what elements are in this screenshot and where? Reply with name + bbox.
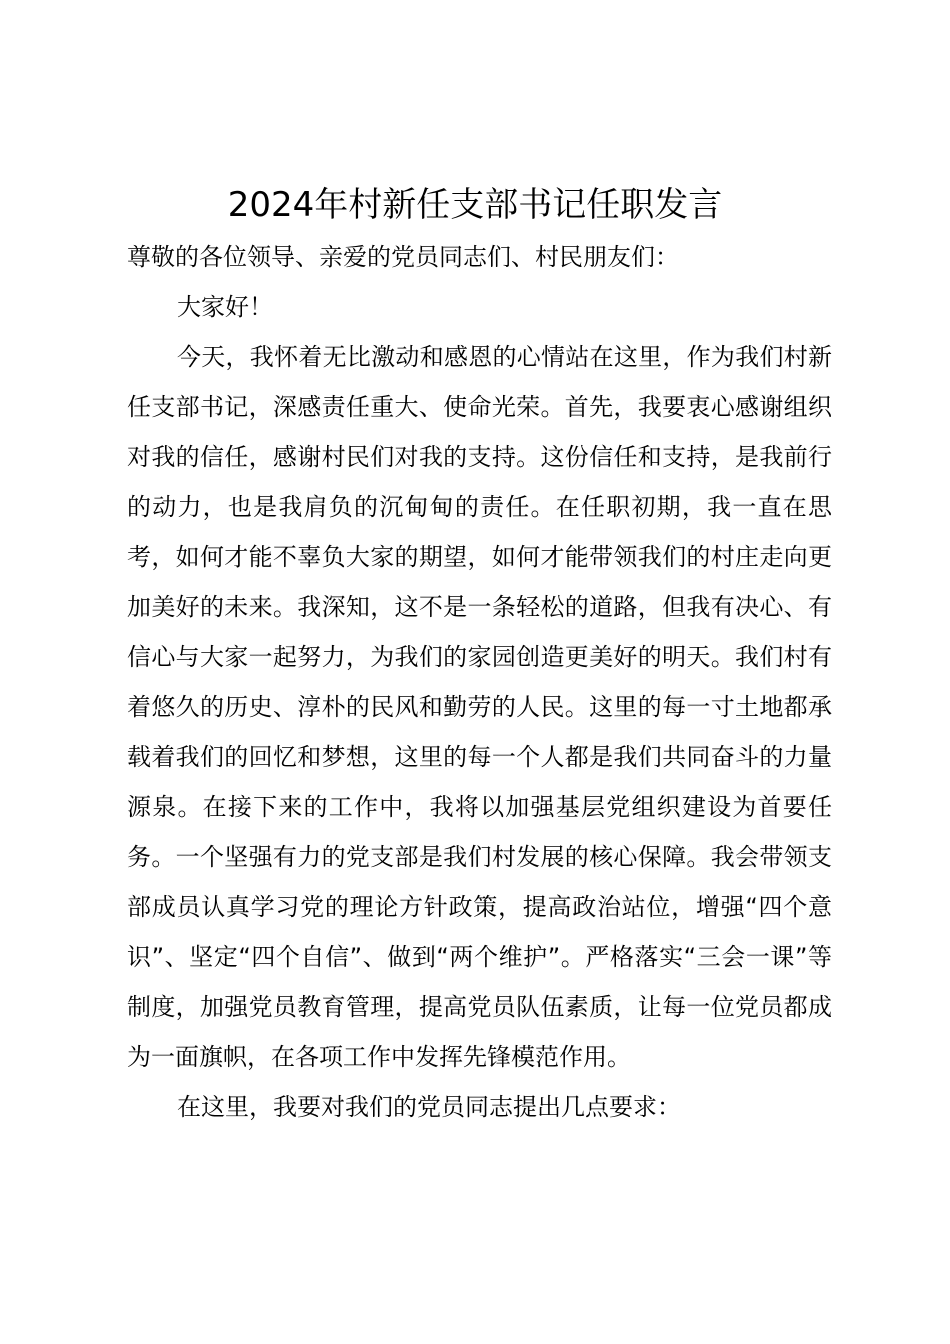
paragraph-main: 今天，我怀着无比激动和感恩的心情站在这里，作为我们村新任支部书记，深感责任重大、使命光荣。首先，我要衷心感谢组织对我的信任，感谢村民们对我的支持。这份信任和支持，是我前行的动力，也是我肩负的沉甸甸的责任。在任职初期，我一直在思考，如何才能不辜负大家的期望，如何才能带领我们的村庄走向更加美好的未来。我深知，这不是一条轻松的道路，但我有决心、有信心与大家一起努力，为我们的家园创造更美好的明天。我们村有着悠久的历史、淳朴的民风和勤劳的人民。这里的每一寸土地都承载着我们的回忆和梦想，这里的每一个人都是我们共同奋斗的力量源泉。在接下来的工作中，我将以加强基层党组织建设为首要任务。一个坚强有力的党支部是我们村发展的核心保障。我会带领支部成员认真学习党的理论方针政策，提高政治站位，增强“四个意识”、坚定“四个自信”、做到“两个维护”。严格落实“三会一课”等制度，加强党员教育管理，提高党员队伍素质，让每一位党员都成为一面旗帜，在各项工作中发挥先锋模范作用。 [127, 343, 832, 1071]
paragraph-last: 在这里，我要对我们的党员同志提出几点要求： [177, 1093, 681, 1121]
salutation: 尊敬的各位领导、亲爱的党员同志们、村民朋友们： [127, 243, 679, 271]
document-body [127, 232, 832, 1132]
greeting: 大家好！ [177, 293, 273, 321]
document-title: 2024年村新任支部书记任职发言 [227, 185, 723, 225]
